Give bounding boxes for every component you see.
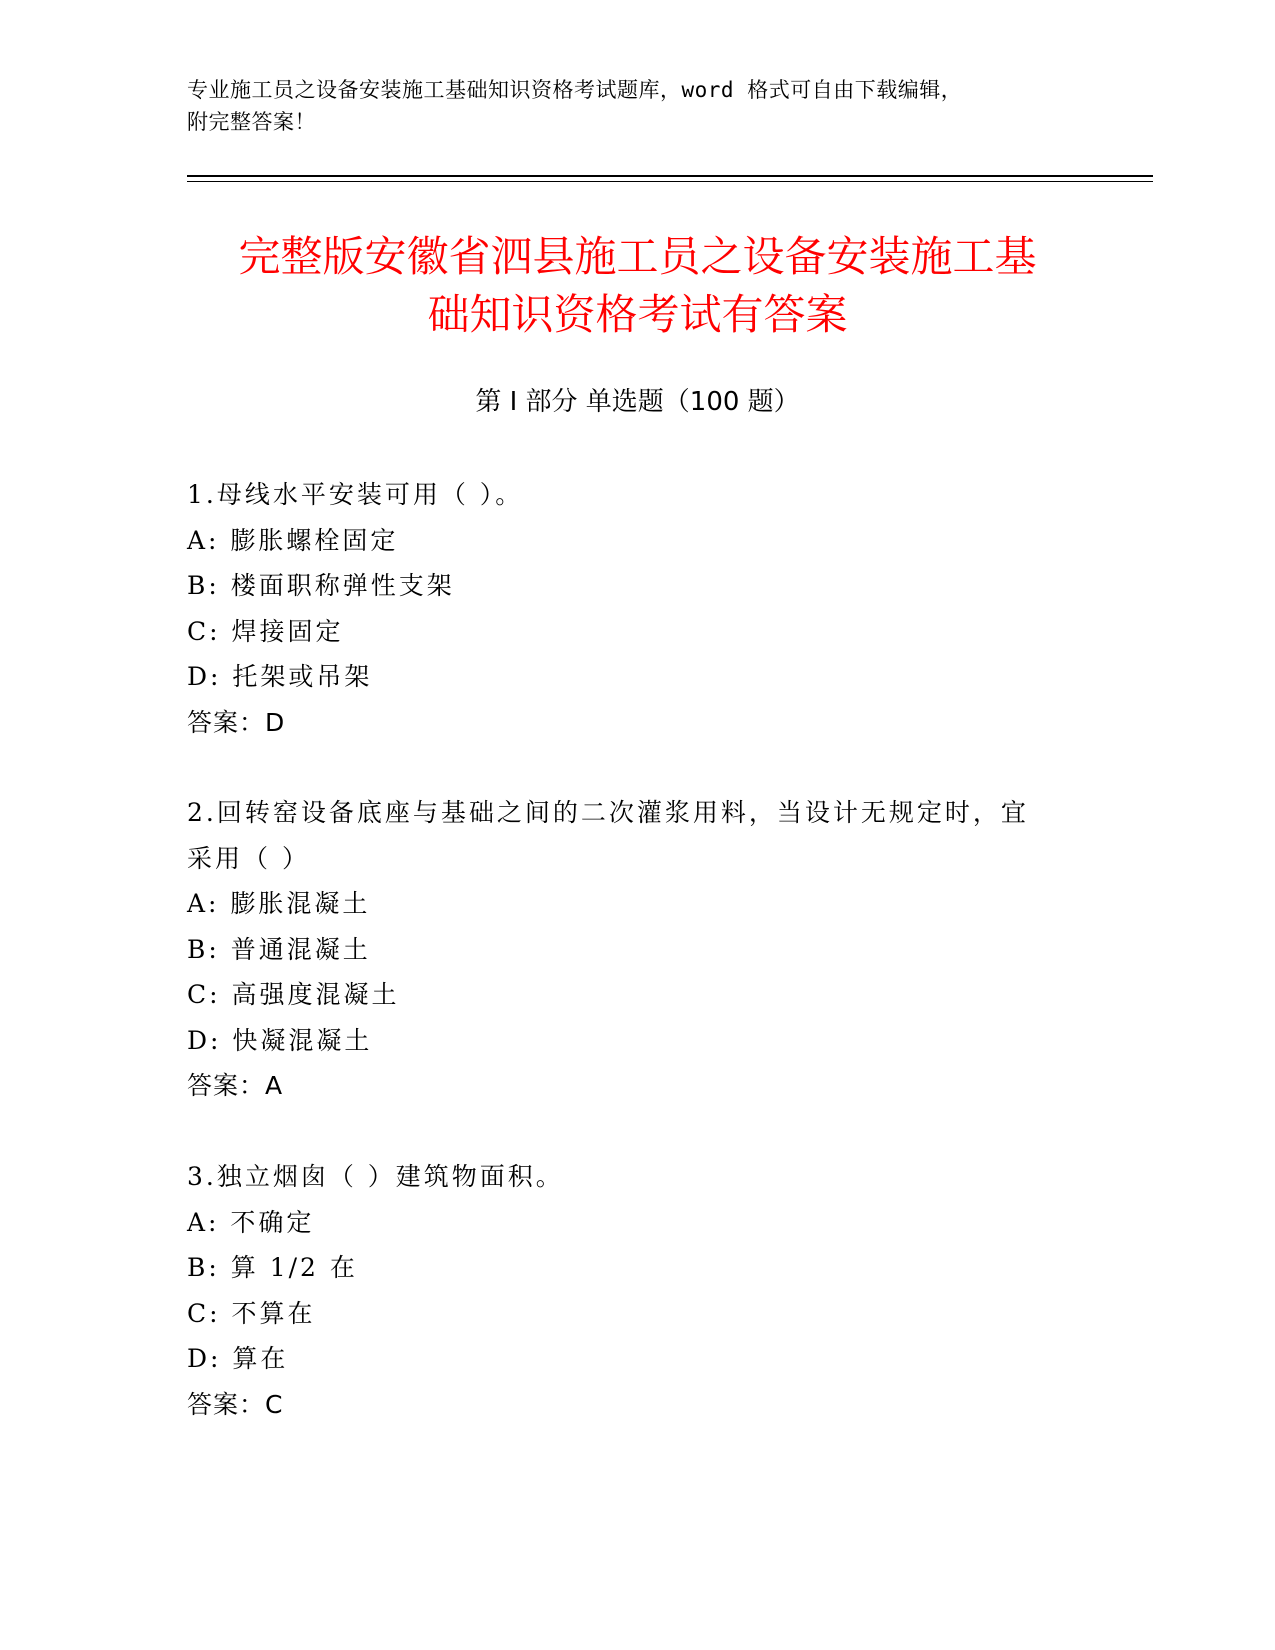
answer-label: 答案：D: [187, 707, 286, 737]
option-c: C: 焊接固定: [187, 616, 344, 646]
question-stem: 1.母线水平安装可用（ ）。: [187, 480, 524, 509]
option-a: A: 不确定: [187, 1207, 315, 1237]
question-block: [187, 790, 1067, 1109]
option-c: C: 不算在: [187, 1298, 316, 1328]
answer-label: 答案：C: [187, 1389, 284, 1419]
header-note-line: 专业施工员之设备安装施工基础知识资格考试题库，word 格式可自由下载编辑，: [187, 78, 963, 102]
option-a: A: 膨胀混凝土: [187, 889, 371, 918]
header-divider-thin: [187, 181, 1153, 182]
option-b: B: 普通混凝土: [187, 934, 371, 964]
answer-label: 答案：A: [187, 1071, 284, 1100]
question-block: [187, 472, 1067, 745]
question-stem-continued: 采用（ ）: [187, 843, 310, 873]
option-b: B: 楼面职称弹性支架: [187, 571, 455, 600]
document-title-line: 础知识资格考试有答案: [427, 290, 848, 339]
document-title: [150, 228, 1125, 344]
option-c: C: 高强度混凝土: [187, 980, 400, 1009]
section-heading: 第 I 部分 单选题（100 题）: [475, 387, 800, 417]
document-title-line: 完整版安徽省泗县施工员之设备安装施工基: [238, 232, 1037, 281]
option-d: D: 快凝混凝土: [187, 1025, 373, 1055]
question-stem: 3.独立烟囱（ ）建筑物面积。: [187, 1162, 564, 1191]
question-stem: 2.回转窑设备底座与基础之间的二次灌浆用料，当设计无规定时，宜: [187, 798, 1029, 827]
header-note-line: 附完整答案！: [187, 110, 316, 134]
header-note: [187, 74, 1067, 138]
header-divider-thick: [187, 175, 1153, 177]
option-b: B: 算 1/2 在: [187, 1253, 358, 1282]
option-d: D: 算在: [187, 1344, 289, 1373]
question-block: [187, 1154, 1067, 1427]
option-d: D: 托架或吊架: [187, 662, 373, 691]
option-a: A: 膨胀螺栓固定: [187, 525, 399, 555]
